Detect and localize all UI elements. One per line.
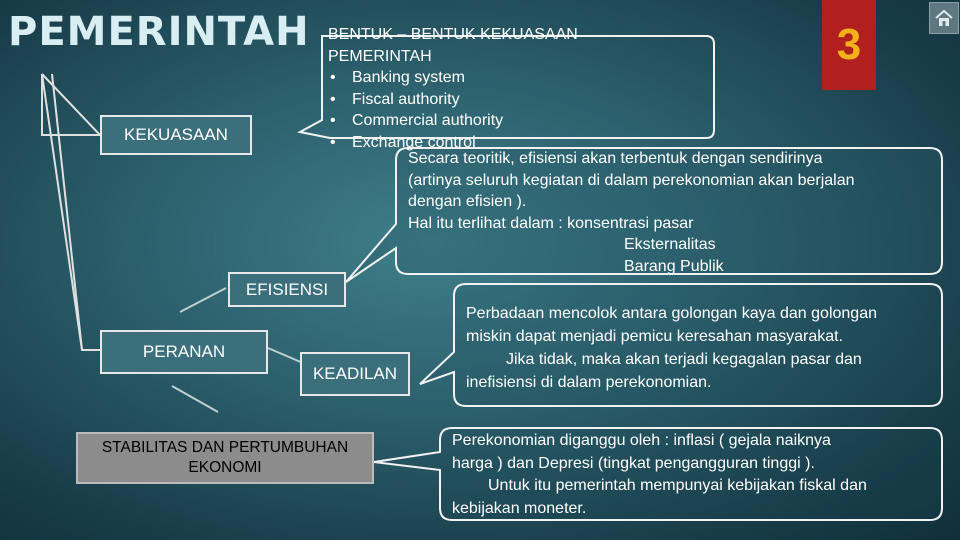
box-kekuasaan — [100, 115, 252, 155]
connector-peranan-efisiensi — [180, 288, 226, 312]
box-keadilan — [300, 352, 410, 396]
callout-stabilitas-line-1: Perekonomian diganggu oleh : inflasi ( gejala naiknya — [452, 432, 831, 449]
callout-keadilan-line-3: Jika tidak, maka akan terjadi kegagalan pasar dan — [506, 351, 862, 368]
callout-stabilitas-text — [452, 430, 936, 520]
connector-title-peranan-vert — [42, 74, 82, 350]
callout-efisiensi-line-6: Barang Publik — [624, 257, 724, 275]
callout-efisiensi-line-2: (artinya seluruh kegiatan di dalam perekonomian akan berjalan — [408, 171, 855, 189]
box-stabilitas — [76, 432, 374, 484]
list-item: • Banking system — [330, 69, 465, 86]
callout-keadilan-text — [466, 302, 936, 394]
box-peranan-label: PERANAN — [142, 342, 226, 361]
callout-kekuasaan-heading-2: PEMERINTAH — [328, 47, 432, 65]
callout-keadilan-line-4: inefisiensi di dalam perekonomian. — [466, 374, 712, 391]
box-peranan — [100, 330, 268, 374]
home-icon — [934, 9, 954, 27]
list-item: • Fiscal authority — [330, 90, 460, 108]
callout-stabilitas-line-4: kebijakan moneter. — [452, 499, 587, 517]
list-item: • Exchange control — [330, 133, 476, 151]
connector-peranan-stabilitas — [172, 386, 218, 412]
box-stabilitas-label: STABILITAS DAN PERTUMBUHAN EKONOMI — [101, 439, 349, 476]
list-item: • Commercial authority — [330, 112, 504, 129]
callout-efisiensi-line-3: dengan efisien ). — [408, 193, 527, 210]
callout-keadilan-line-1: Perbadaan mencolok antara golongan kaya dan golongan — [466, 305, 877, 322]
callout-efisiensi-line-4: Hal itu terlihat dalam : konsentrasi pasar — [408, 214, 694, 232]
slide-number: 3 — [836, 20, 862, 69]
callout-efisiensi-text — [408, 148, 938, 277]
callout-keadilan-line-2: miskin dapat menjadi pemicu keresahan masyarakat. — [466, 328, 844, 345]
callout-efisiensi-line-1: Secara teoritik, efisiensi akan terbentuk dengan sendirinya — [408, 150, 823, 167]
slide-number-badge — [822, 0, 876, 90]
callout-kekuasaan-heading-1: BENTUK – BENTUK KEKUASAAN — [328, 26, 578, 43]
callout-kekuasaan-text — [328, 24, 708, 153]
callout-stabilitas-line-3: Untuk itu pemerintah mempunyai kebijakan fiskal dan — [488, 477, 867, 494]
box-efisiensi — [228, 272, 346, 307]
page-title: PEMERINTAH — [8, 9, 310, 55]
connector-title-peranan — [42, 74, 100, 135]
home-button[interactable] — [929, 2, 959, 34]
box-kekuasaan-label: KEKUASAAN — [124, 125, 228, 144]
box-efisiensi-label: EFISIENSI — [245, 279, 329, 299]
callout-stabilitas-line-2: harga ) dan Depresi (tingkat pengangguran tinggi ). — [452, 454, 815, 472]
callout-efisiensi-line-5: Eksternalitas — [624, 236, 716, 253]
box-keadilan-label: KEADILAN — [312, 364, 398, 383]
